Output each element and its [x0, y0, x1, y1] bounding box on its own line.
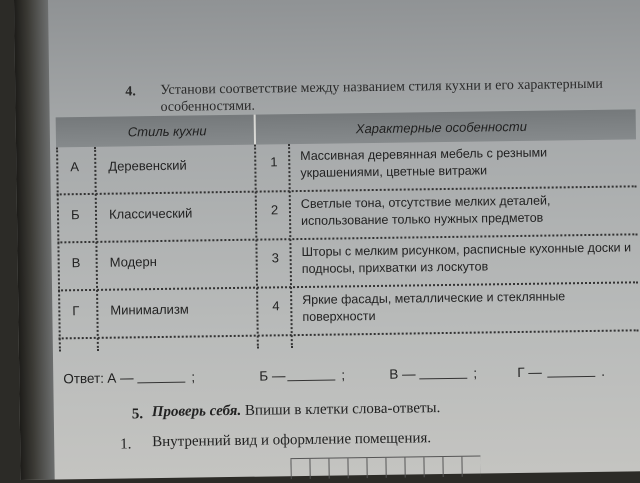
answer-g-blank[interactable] — [545, 364, 597, 381]
separator: ; — [341, 367, 346, 383]
separator: ; — [191, 369, 196, 385]
row-letter: А — [70, 159, 80, 175]
feature-description: Массивная деревянная мебель с резными украшениями, цветные витражи — [300, 145, 548, 181]
matching-table — [56, 109, 639, 351]
style-name: Деревенский — [108, 157, 187, 174]
answer-v-label: В — — [389, 366, 416, 382]
answer-label: Ответ: — [63, 370, 105, 387]
end-dot: . — [601, 363, 606, 379]
table-row — [57, 187, 638, 243]
question-number: 1. — [120, 436, 132, 453]
task-instruction: Установи соответствие между названием стиля кухни и его характерными особенностями. — [160, 76, 603, 115]
workbook-page — [14, 0, 640, 480]
header-divider — [254, 115, 256, 145]
header-style: Стиль кухни — [127, 123, 207, 140]
feature-number: 3 — [271, 250, 279, 266]
separator: ; — [473, 365, 478, 381]
style-name: Модерн — [109, 254, 157, 270]
row-letter: Б — [70, 207, 80, 223]
answer-b-blank[interactable] — [285, 368, 337, 385]
feature-number: 2 — [270, 202, 279, 218]
crossword-grid[interactable] — [290, 456, 480, 480]
task5-instruction — [152, 400, 441, 421]
feature-description: Светлые тона, отсутствие мелких деталей, использование только нужных предметов — [300, 193, 551, 229]
answer-v-blank[interactable] — [417, 366, 469, 383]
header-features: Характерные особенности — [355, 118, 528, 137]
row-letter: В — [71, 255, 81, 271]
feature-number: 1 — [270, 154, 278, 170]
question-text: Внутренний вид и оформление помещения. — [152, 430, 432, 451]
style-name: Минимализм — [110, 301, 189, 318]
feature-description: Яркие фасады, металлические и стеклянные поверхности — [302, 289, 566, 325]
answer-a-label: А — — [107, 370, 134, 386]
style-name: Классический — [108, 205, 193, 222]
answer-g-label: Г — — [517, 364, 542, 381]
row-letter: Г — [72, 303, 80, 319]
task5-text: Впиши в клетки слова-ответы. — [241, 400, 441, 419]
answer-a-blank[interactable] — [135, 370, 187, 387]
answer-b-label: Б — — [259, 368, 286, 384]
table-row — [56, 139, 637, 195]
answer-line — [63, 363, 640, 391]
feature-description: Шторы с мелким рисунком, расписные кухонные доски и подносы, прихватки из лоскутов — [301, 240, 632, 277]
task5-number: 5. — [131, 406, 144, 423]
table-row — [57, 235, 638, 291]
task5-title: Проверь себя. — [151, 402, 242, 421]
task-number: 4. — [125, 84, 136, 100]
table-row — [58, 283, 639, 339]
book-binding — [14, 0, 55, 480]
feature-number: 4 — [272, 298, 280, 314]
